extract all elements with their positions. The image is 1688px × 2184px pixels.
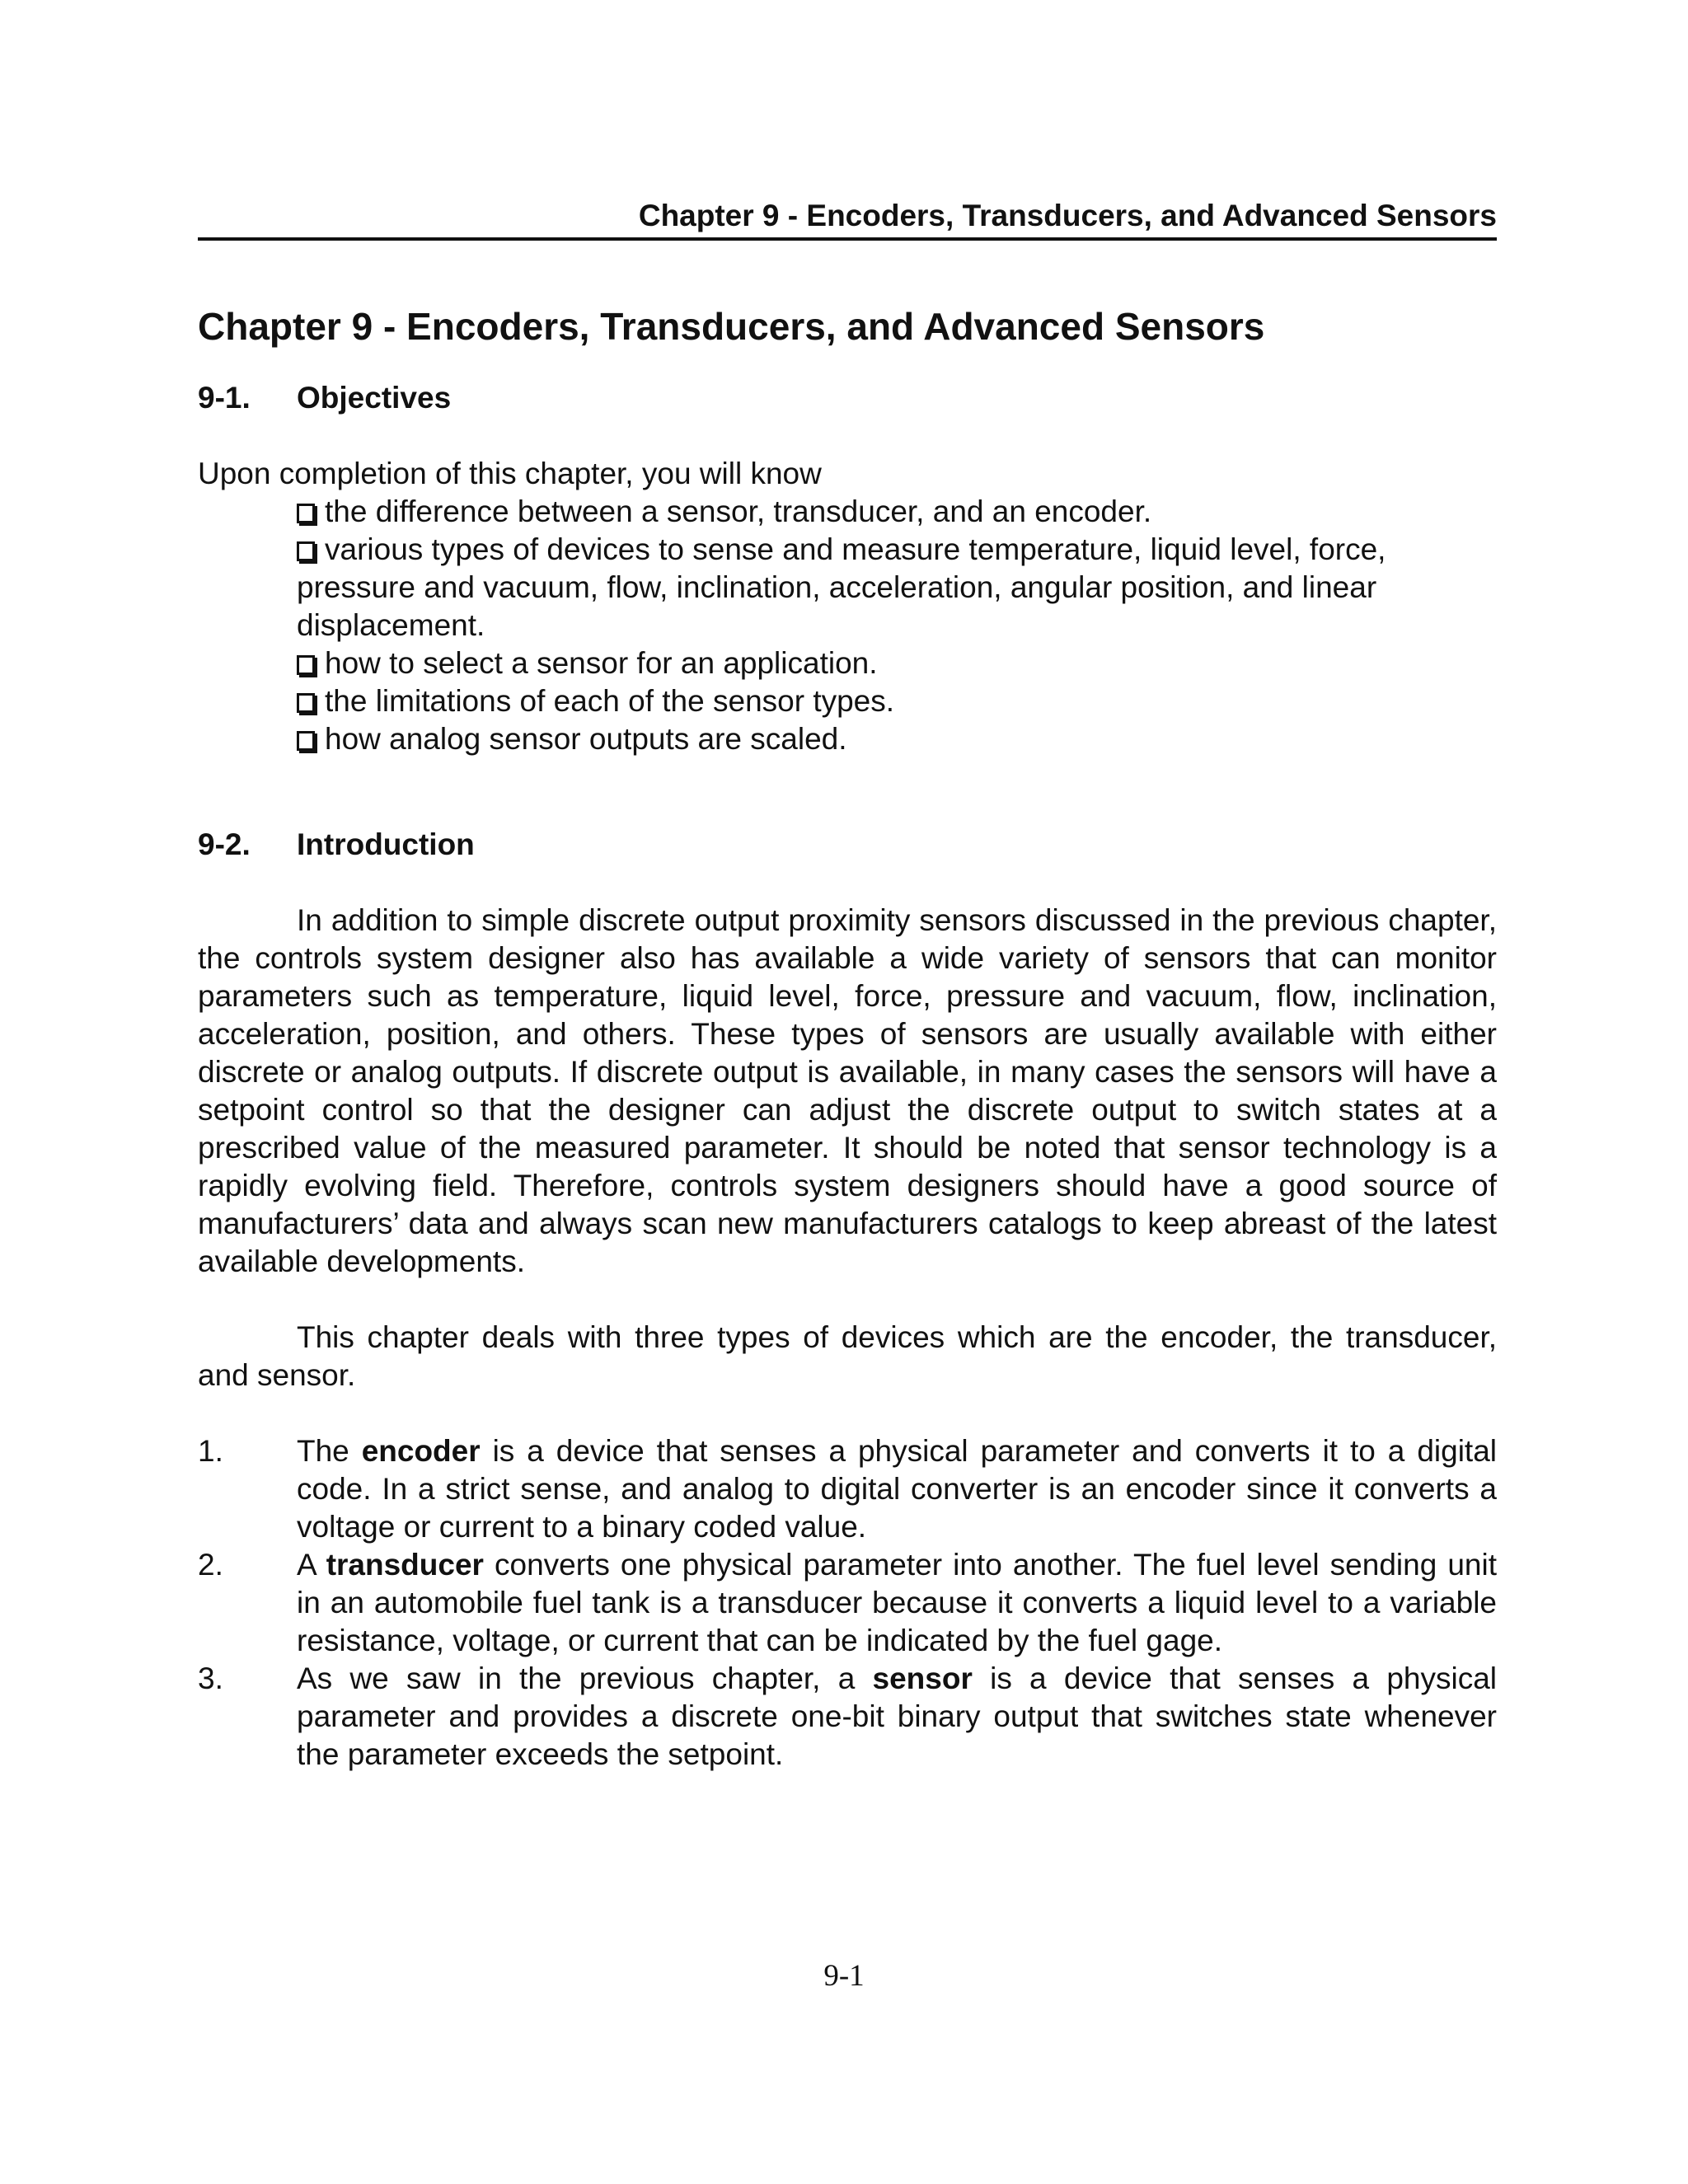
definition-term: sensor	[872, 1661, 973, 1695]
checkbox-bullet-icon	[297, 541, 315, 561]
definition-number: 1.	[198, 1434, 223, 1468]
definition-body: is a device that senses a physical parameter and provides a discrete one-bit binary output that switches state whenever the parameter exceeds the setpoint.	[297, 1661, 1497, 1771]
definition-number: 3.	[198, 1661, 223, 1695]
objective-text: how analog sensor outputs are scaled.	[325, 722, 847, 756]
list-item	[297, 531, 1497, 644]
checkbox-bullet-icon	[297, 731, 315, 751]
definition-lead: The	[297, 1434, 362, 1468]
objective-text: various types of devices to sense and measure temperature, liquid level, force, pressure and vacuum, flow, inclination, acceleration, angular position, and linear displacement.	[297, 532, 1386, 642]
definition-text	[297, 1432, 1497, 1546]
section-heading-objectives	[198, 379, 1497, 417]
page-number: 9-1	[823, 1959, 865, 1993]
definition-text	[297, 1660, 1497, 1774]
checkbox-bullet-icon	[297, 693, 315, 713]
section-title: Objectives	[297, 381, 452, 415]
list-item	[198, 1660, 1497, 1774]
definition-lead: A	[297, 1548, 326, 1582]
list-item	[297, 720, 1497, 758]
definition-body: is a device that senses a physical parameter and converts it to a digital code. In a strict sense, and analog to digital converter is an encoder since it converts a voltage or current to a binary coded value.	[297, 1434, 1497, 1544]
definition-lead: As we saw in the previous chapter, a	[297, 1661, 873, 1695]
section-heading-introduction	[198, 826, 1497, 864]
list-item	[198, 1546, 1497, 1660]
list-item	[297, 682, 1497, 720]
objective-text: the limitations of each of the sensor types.	[325, 684, 895, 718]
list-item	[297, 644, 1497, 682]
checkbox-bullet-icon	[297, 504, 315, 523]
list-item	[297, 493, 1497, 531]
definition-number: 2.	[198, 1548, 223, 1582]
document-page	[198, 198, 1497, 1787]
section-number: 9-2.	[198, 827, 251, 861]
definition-text	[297, 1546, 1497, 1660]
running-header: Chapter 9 - Encoders, Transducers, and Advanced Sensors	[198, 198, 1497, 241]
list-item	[198, 1432, 1497, 1546]
definition-term: encoder	[361, 1434, 481, 1468]
objectives-list	[198, 493, 1497, 758]
definition-term: transducer	[326, 1548, 484, 1582]
chapter-title: Chapter 9 - Encoders, Transducers, and Advanced Sensors	[198, 305, 1265, 348]
intro-paragraph-1: In addition to simple discrete output proximity sensors discussed in the previous chapter, the controls system designer also has available a wide variety of sensors that can monitor parameters such as temperature, liquid level, force, pressure and vacuum, flow, inclination, acceleration, position, and others. These types of sensors are usually available with either discrete or analog outputs. If discrete output is available, in many cases the sensors will have a setpoint control so that the designer can adjust the discrete output to switch states at a prescribed value of the measured parameter. It should be noted that sensor technology is a rapidly evolving field. Therefore, controls system designers should have a good source of manufacturers’ data and always scan new manufacturers catalogs to keep abreast of the latest available developments.	[198, 903, 1497, 1278]
definition-body: converts one physical parameter into another. The fuel level sending unit in an automobile fuel tank is a transducer because it converts a liquid level to a variable resistance, voltage, or current that can be indicated by the fuel gage.	[297, 1548, 1497, 1657]
definitions-list	[198, 1432, 1497, 1774]
objectives-lead: Upon completion of this chapter, you will know	[198, 457, 822, 490]
section-number: 9-1.	[198, 381, 251, 415]
objective-text: how to select a sensor for an application.	[325, 646, 878, 680]
checkbox-bullet-icon	[297, 655, 315, 675]
objective-text: the difference between a sensor, transducer, and an encoder.	[325, 494, 1152, 528]
section-title: Introduction	[297, 827, 475, 861]
intro-paragraph-2: This chapter deals with three types of devices which are the encoder, the transducer, and sensor.	[198, 1320, 1497, 1392]
